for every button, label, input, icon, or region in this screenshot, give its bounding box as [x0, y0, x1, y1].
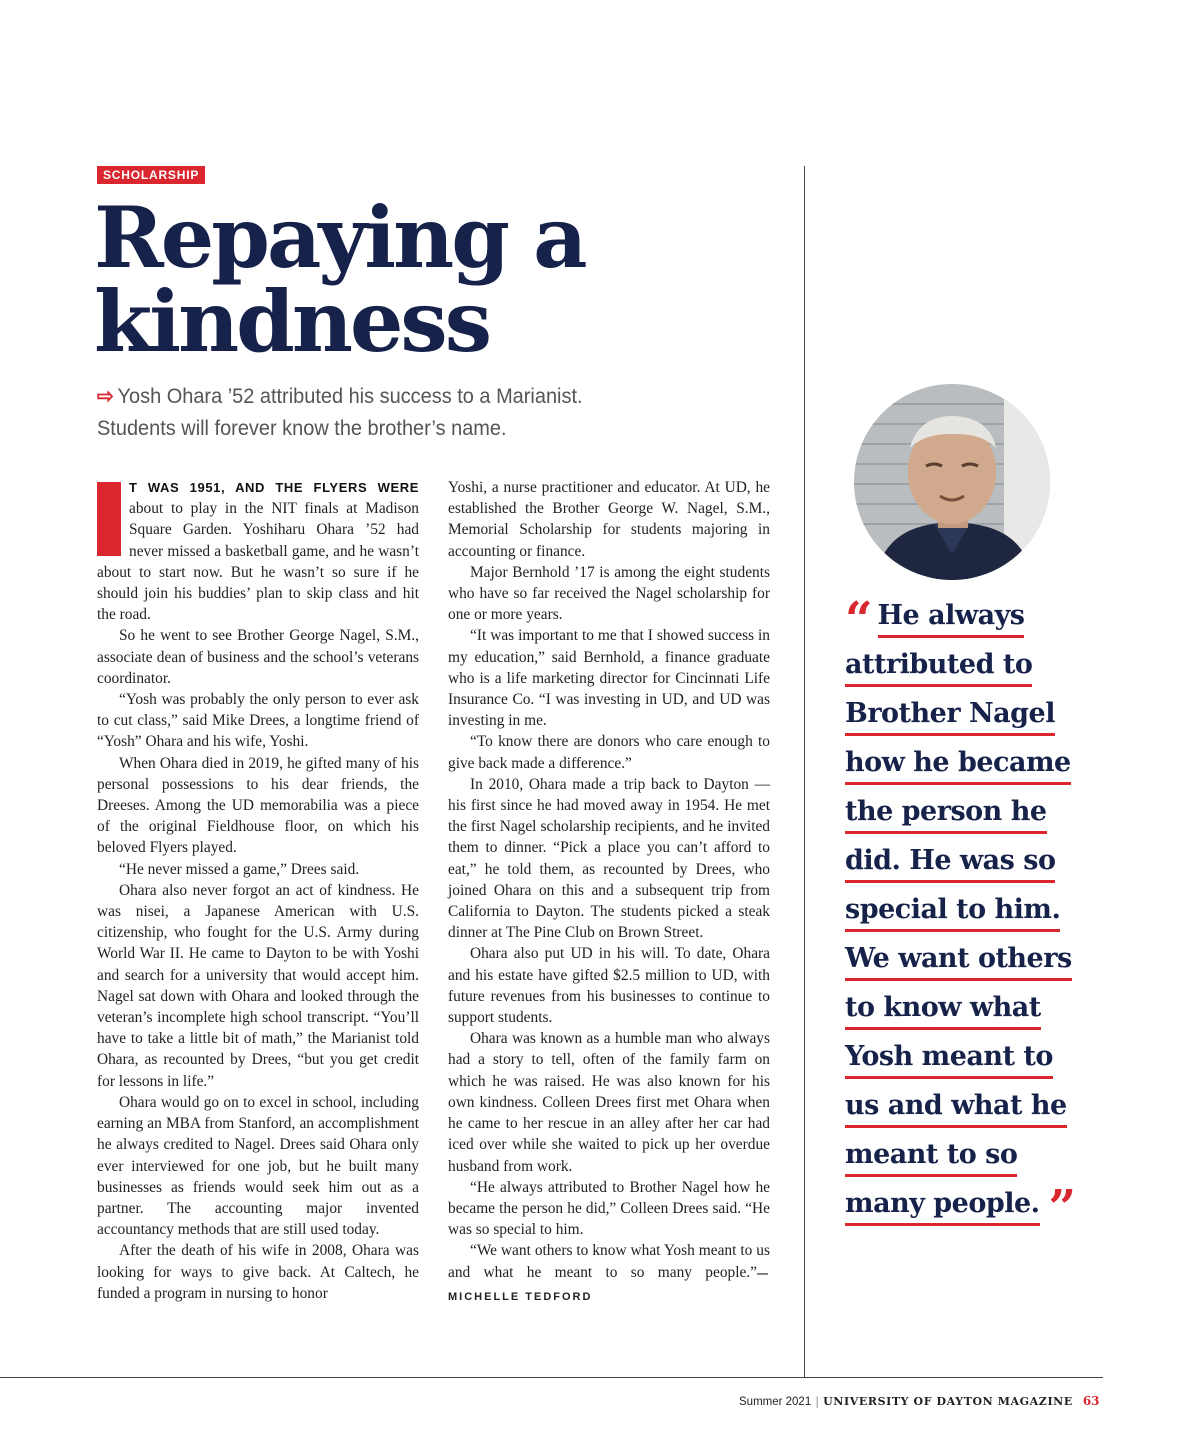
headline: [94, 188, 714, 371]
footer-separator: |: [815, 1394, 820, 1408]
drop-cap-bar: [97, 482, 121, 556]
article-paragraph: “We want others to know what Yosh meant to us and what he meant to so many people.”—MICHELLE TEDFORD: [448, 1242, 770, 1303]
column-divider: [804, 166, 805, 1377]
article-paragraph: Ohara was known as a humble man who always had a story to tell, often of the family farm on which he was raised. He was also known for his own kindness. Colleen Drees first met Ohara when he came to her rescue in an alley after her car had iced over while she waited to pick up her overdue husband from work.: [448, 1030, 770, 1175]
byline: —MICHELLE TEDFORD: [448, 1267, 770, 1303]
deck-line-1: Yosh Ohara ’52 attributed his success to a Marianist.: [117, 385, 583, 408]
close-quote-icon: ”: [1048, 1180, 1073, 1236]
issue-season: Summer 2021: [739, 1396, 812, 1408]
pull-quote-line: special to him.: [845, 893, 1060, 932]
pull-quote-line: many people.: [845, 1187, 1040, 1226]
headline-line-1: Repaying a: [94, 188, 585, 287]
section-kicker: SCHOLARSHIP: [97, 166, 205, 184]
article-paragraph: “To know there are donors who care enough to give back made a difference.”: [448, 733, 770, 772]
article-leadin: T WAS 1951, AND THE FLYERS WERE: [129, 480, 419, 495]
article-paragraph: Yoshi, a nurse practitioner and educator. At UD, he established the Brother George W. Nagel, S.M., Memorial Scholarship for students majoring in accounting or finance.: [448, 479, 770, 560]
magazine-name: UNIVERSITY OF DAYTON MAGAZINE: [823, 1395, 1073, 1408]
article-paragraph: “He never missed a game,” Drees said.: [119, 860, 360, 878]
pull-quote-line: He always: [878, 599, 1025, 638]
pull-quote-line: meant to so: [845, 1138, 1017, 1177]
article-paragraph: When Ohara died in 2019, he gifted many of his personal possessions to his dear friends, the Dreeses. Among the UD memorabilia was a piece of the original Fieldhouse floor, on which his beloved Flyers played.: [97, 754, 419, 857]
article-paragraph: Ohara would go on to excel in school, including earning an MBA from Stanford, an accomplishment he always credited to Nagel. Drees said Ohara only ever interviewed for one job, but he built many businesses as friends would seek him out as a partner. The accounting major invented accountancy methods that are still used today.: [97, 1093, 419, 1239]
pull-quote-line: the person he: [845, 795, 1047, 834]
page-number: 63: [1082, 1394, 1100, 1408]
portrait-illustration: [854, 384, 1050, 580]
pull-quote-line: Brother Nagel: [845, 697, 1055, 736]
article-paragraph: After the death of his wife in 2008, Ohara was looking for ways to give back. At Caltech, he funded a program in nursing to honor: [97, 1242, 419, 1302]
pull-quote: [845, 592, 1093, 1236]
pull-quote-line: to know what: [845, 991, 1041, 1030]
pull-quote-line: Yosh meant to: [845, 1040, 1053, 1079]
pull-quote-line: We want others: [845, 942, 1072, 981]
article-paragraph: In 2010, Ohara made a trip back to Dayton — his first since he had moved away in 1954. He met the first Nagel scholarship recipients, and he invited them to dinner. “Pick a place you can’t afford to eat,” he told them, as recounted by Drees, who joined Ohara on this and a subsequent trip from California to Dayton. The students picked a steak dinner at The Pine Club on Brown Street.: [448, 775, 770, 942]
pull-quote-line: attributed to: [845, 648, 1032, 687]
article-paragraph: So he went to see Brother George Nagel, S.M., associate dean of business and the school’s veterans coordinator.: [97, 627, 419, 687]
article-paragraph: “It was important to me that I showed success in my education,” said Bernhold, a finance graduate who is a life marketing director for Cincinnati Life Insurance Co. “I was investing in UD, and UD was investing in me.: [448, 627, 770, 730]
pull-quote-line: did. He was so: [845, 844, 1055, 883]
article-paragraph: Ohara also put UD in his will. To date, Ohara and his estate have gifted $2.5 million to UD, with future revenues from his businesses to continue to support students.: [448, 945, 770, 1027]
footer-rule: [0, 1377, 1103, 1378]
arrow-right-icon: ⇨: [97, 385, 114, 408]
deck-line-2: Students will forever know the brother’s name.: [97, 417, 507, 440]
article-paragraph: Major Bernhold ’17 is among the eight students who have so far received the Nagel scholarship for one or more years.: [448, 563, 770, 624]
page-footer: [739, 1394, 1109, 1408]
pull-quote-line: us and what he: [845, 1089, 1067, 1128]
article-paragraph: T WAS 1951, AND THE FLYERS WERE about to play in the NIT finals at Madison Square Garden. Yoshiharu Ohara ’52 had never missed a basketball game, and he wasn’t about to start now. But he wasn’t so sure if he should join his buddies’ plan to skip class and hit the road.: [97, 480, 419, 624]
article-paragraph: Ohara also never forgot an act of kindness. He was nisei, a Japanese American with U.S. citizenship, who fought for the U.S. Army during World War II. He came to Dayton to be with Yoshi and search for a university that would accept him. Nagel sat down with Ohara and looked through the veteran’s incomplete high school transcript. “You’ll have to take a little bit of math,” the Marianist told Ohara, as recounted by Drees, “but you get credit for lessons in life.”: [97, 881, 419, 1090]
portrait-photo: [854, 384, 1050, 580]
deck: [97, 381, 667, 445]
article-column-2: [448, 477, 770, 1308]
pull-quote-line: how he became: [845, 746, 1071, 785]
article-paragraph: “He always attributed to Brother Nagel how he became the person he did,” Colleen Drees said. “He was so special to him.: [448, 1178, 770, 1239]
article-paragraph: “Yosh was probably the only person to ever ask to cut class,” said Mike Drees, a longtime friend of “Yosh” Ohara and his wife, Yoshi.: [97, 691, 419, 751]
open-quote-icon: “: [845, 592, 869, 648]
headline-line-2: kindness: [94, 272, 490, 371]
article-column-1: [97, 477, 419, 1304]
